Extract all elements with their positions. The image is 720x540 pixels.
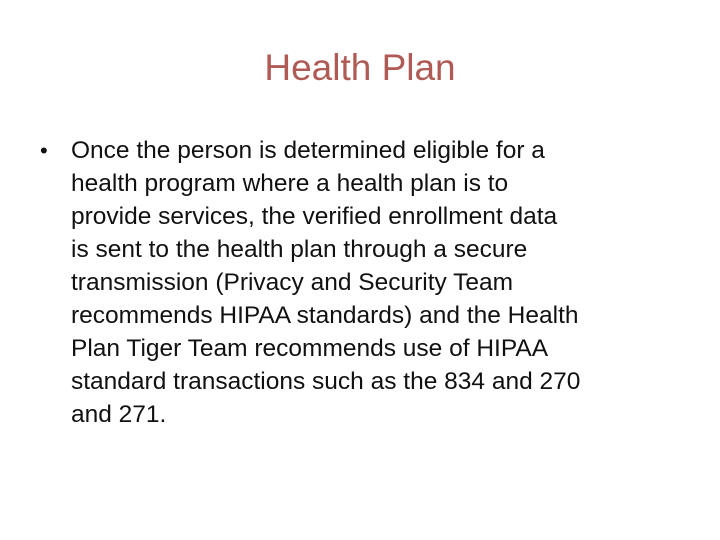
bullet-text-line: provide services, the verified enrollment data	[71, 203, 558, 230]
bullet-text-line: Plan Tiger Team recommends use of HIPAA	[71, 335, 549, 362]
bullet-text-line: standard transactions such as the 834 and 270	[71, 368, 581, 395]
bullet-text-line: recommends HIPAA standards) and the Health	[71, 302, 579, 329]
bullet-text-line: health program where a health plan is to	[71, 170, 509, 197]
bullet-list	[40, 134, 690, 431]
bullet-marker: •	[40, 138, 48, 163]
bullet-text-line: transmission (Privacy and Security Team	[71, 269, 514, 296]
bullet-text-line: and 271.	[71, 401, 167, 428]
slide-title: Health Plan	[264, 47, 456, 88]
bullet-text-line: Once the person is determined eligible for a	[71, 137, 545, 164]
bullet-text-line: is sent to the health plan through a secure	[71, 236, 528, 263]
bullet-item	[40, 134, 690, 431]
